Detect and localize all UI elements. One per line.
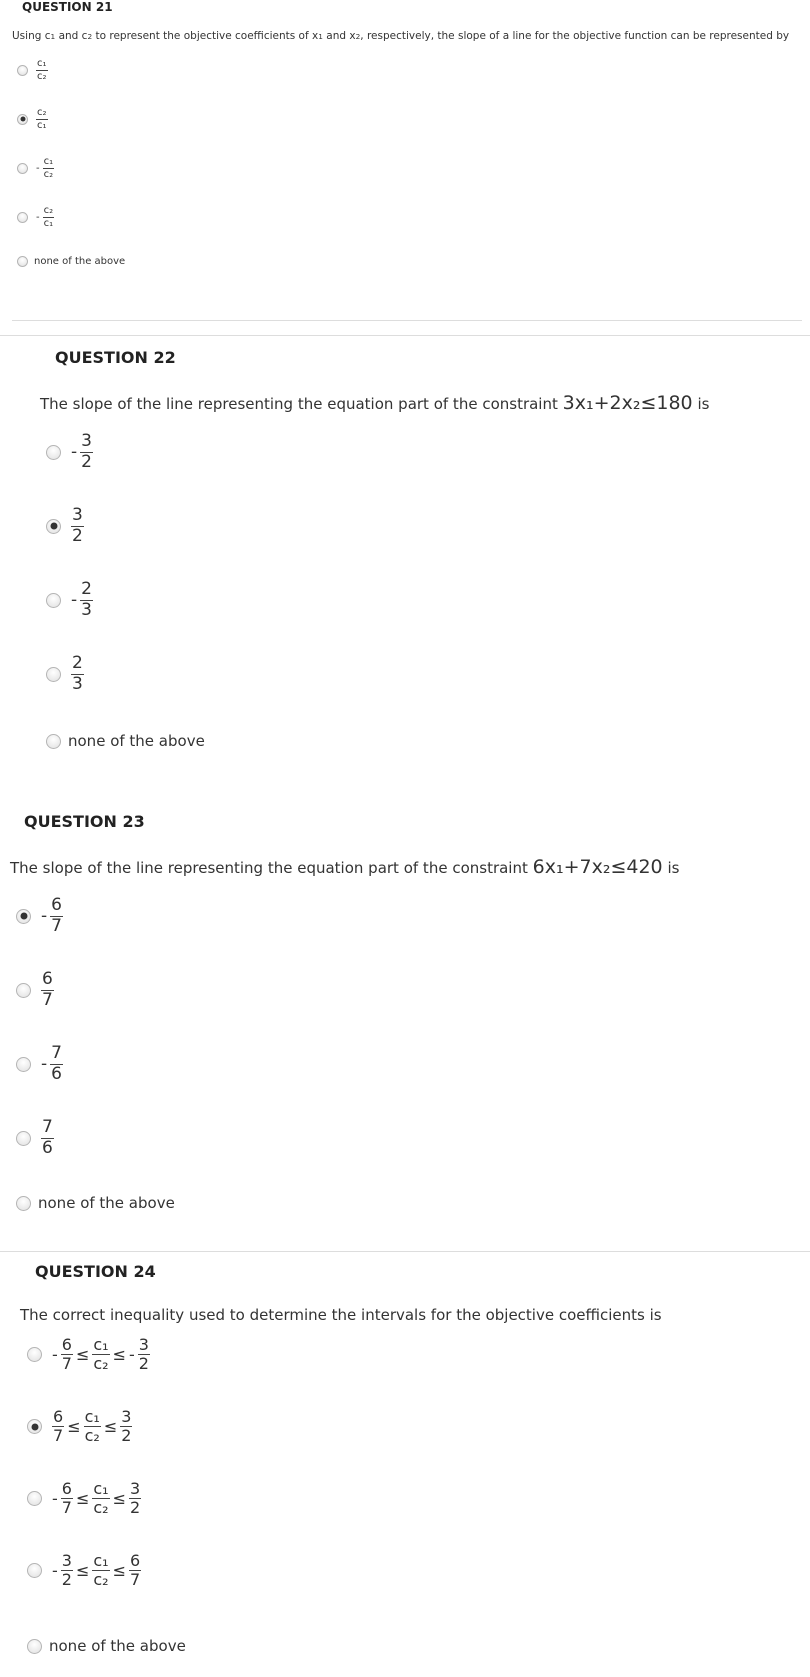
fraction: $\frac{3}{2}$ xyxy=(81,431,92,472)
answer-option[interactable] xyxy=(46,506,84,546)
question-23 xyxy=(0,802,810,1250)
radio-button[interactable] xyxy=(46,734,61,749)
answer-option-none[interactable] xyxy=(17,256,125,267)
question-title: QUESTION 23 xyxy=(24,812,145,831)
fraction: $\frac{6}{7}$ xyxy=(53,1407,64,1446)
radio-button[interactable] xyxy=(16,983,31,998)
answer-option[interactable]: - $\frac{6}{7}$ ≤ $\frac{\text{c₁}}{\text{c₂}}$ ≤ - $\frac{3}{2}$ xyxy=(27,1336,150,1374)
fraction: $\frac{\text{c₁}}{\text{c₂}}$ xyxy=(37,58,47,82)
fraction: $\frac{\text{c₂}}{\text{c₁}}$ xyxy=(37,107,47,131)
question-21 xyxy=(0,0,810,320)
question-title: QUESTION 22 xyxy=(55,348,176,367)
question-title: QUESTION 21 xyxy=(22,0,113,14)
radio-button[interactable] xyxy=(27,1639,42,1654)
fraction: $\frac{3}{2}$ xyxy=(61,1551,72,1590)
radio-button[interactable] xyxy=(46,667,61,682)
constraint-expression: 3x₁+2x₂≤180 xyxy=(562,392,693,414)
option-label: none of the above xyxy=(34,256,126,267)
question-text: The slope of the line representing the equation part of the constraint 6x₁+7x₂≤420 is xyxy=(10,856,680,878)
answer-option[interactable]: - $\frac{6}{7}$ ≤ $\frac{\text{c₁}}{\text{c₂}}$ ≤ $\frac{3}{2}$ xyxy=(27,1480,141,1518)
fraction: $\frac{3}{2}$ xyxy=(72,505,83,546)
answer-option[interactable]: - $\frac{6}{7}$ xyxy=(16,896,63,936)
answer-option[interactable] xyxy=(17,58,48,82)
fraction: $\frac{7}{6}$ xyxy=(42,1117,53,1158)
answer-option[interactable]: $\frac{6}{7}$ ≤ $\frac{\text{c₁}}{\text{c₂}}$ ≤ $\frac{3}{2}$ xyxy=(27,1408,132,1446)
radio-button[interactable] xyxy=(17,163,28,174)
radio-button-selected[interactable] xyxy=(27,1419,42,1434)
answer-option[interactable] xyxy=(16,1118,54,1158)
answer-option-none[interactable] xyxy=(46,732,205,750)
answer-option-none[interactable] xyxy=(16,1194,175,1212)
question-24 xyxy=(0,1252,810,1677)
answer-option[interactable] xyxy=(46,654,84,694)
answer-option[interactable]: - $\frac{\text{c₂}}{\text{c₁}}$ xyxy=(17,205,54,229)
fraction: $\frac{6}{7}$ xyxy=(130,1551,141,1590)
radio-button[interactable] xyxy=(16,1196,31,1211)
answer-option[interactable]: - $\frac{3}{2}$ xyxy=(46,432,93,472)
radio-button[interactable] xyxy=(17,256,28,267)
fraction: $\frac{2}{3}$ xyxy=(81,579,92,620)
radio-button[interactable] xyxy=(27,1491,42,1506)
fraction: $\frac{6}{7}$ xyxy=(61,1479,72,1518)
radio-button[interactable] xyxy=(17,65,28,76)
fraction: $\frac{\text{c₁}}{\text{c₂}}$ xyxy=(93,1551,109,1590)
fraction: $\frac{\text{c₁}}{\text{c₂}}$ xyxy=(93,1479,109,1518)
radio-button[interactable] xyxy=(16,1131,31,1146)
fraction: $\frac{\text{c₁}}{\text{c₂}}$ xyxy=(84,1407,100,1446)
answer-option[interactable]: - $\frac{\text{c₁}}{\text{c₂}}$ xyxy=(17,156,54,180)
fraction: $\frac{6}{7}$ xyxy=(42,969,53,1010)
radio-button-selected[interactable] xyxy=(16,909,31,924)
radio-button[interactable] xyxy=(46,593,61,608)
radio-button[interactable] xyxy=(17,212,28,223)
constraint-expression: 6x₁+7x₂≤420 xyxy=(532,856,663,878)
question-title: QUESTION 24 xyxy=(35,1262,156,1281)
radio-button[interactable] xyxy=(16,1057,31,1072)
fraction: $\frac{3}{2}$ xyxy=(121,1407,132,1446)
fraction: $\frac{6}{7}$ xyxy=(51,895,62,936)
option-label: none of the above xyxy=(49,1637,186,1655)
fraction: $\frac{\text{c₁}}{\text{c₂}}$ xyxy=(93,1335,109,1374)
option-label: none of the above xyxy=(38,1194,175,1212)
question-text: The slope of the line representing the equation part of the constraint 3x₁+2x₂≤180 is xyxy=(40,392,710,414)
fraction: $\frac{2}{3}$ xyxy=(72,653,83,694)
answer-option[interactable]: - $\frac{3}{2}$ ≤ $\frac{\text{c₁}}{\text{c₂}}$ ≤ $\frac{6}{7}$ xyxy=(27,1552,141,1590)
question-text: The correct inequality used to determine the intervals for the objective coefficients is xyxy=(20,1306,662,1324)
fraction: $\frac{3}{2}$ xyxy=(130,1479,141,1518)
answer-option[interactable] xyxy=(16,970,54,1010)
fraction: $\frac{7}{6}$ xyxy=(51,1043,62,1084)
radio-button[interactable] xyxy=(46,445,61,460)
answer-option[interactable]: - $\frac{2}{3}$ xyxy=(46,580,93,620)
fraction: $\frac{\text{c₂}}{\text{c₁}}$ xyxy=(43,205,54,229)
question-22 xyxy=(0,336,810,801)
fraction: $\frac{\text{c₁}}{\text{c₂}}$ xyxy=(43,156,54,180)
question-text: Using $c_1$ and $c_2$ to represent the objective coefficients of $x_1$ and $x_2$, respectively, the slope of a line for the objective function can be represented by xyxy=(12,30,790,42)
radio-button[interactable] xyxy=(27,1347,42,1362)
option-label: none of the above xyxy=(68,732,205,750)
answer-option-none[interactable] xyxy=(27,1637,186,1655)
answer-option[interactable]: - $\frac{7}{6}$ xyxy=(16,1044,63,1084)
fraction: $\frac{6}{7}$ xyxy=(61,1335,72,1374)
radio-button[interactable] xyxy=(27,1563,42,1578)
radio-button-selected[interactable] xyxy=(46,519,61,534)
radio-button-selected[interactable] xyxy=(17,114,28,125)
fraction: $\frac{3}{2}$ xyxy=(138,1335,149,1374)
answer-option[interactable] xyxy=(17,107,48,131)
divider xyxy=(12,320,802,321)
